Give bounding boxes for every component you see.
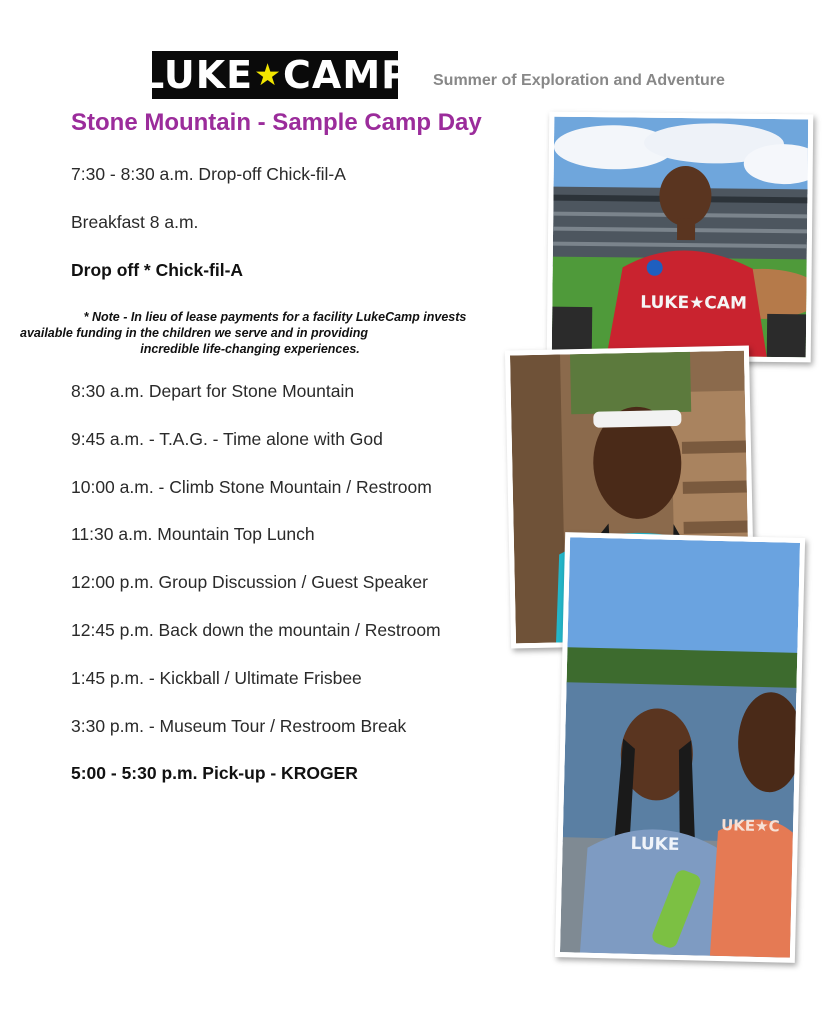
shirt-logo-text: LUKE (630, 833, 680, 856)
logo-text-left: LUKE (140, 53, 254, 97)
logo-star-icon: ★ (254, 57, 283, 93)
photo-stadium (547, 112, 814, 363)
lukecamp-logo (140, 51, 410, 99)
shirt-logo-text: LUKE★CAM (640, 292, 748, 314)
schedule-item-descend: 12:45 p.m. Back down the mountain / Restroom (71, 620, 441, 640)
schedule-item-lunch: 11:30 a.m. Mountain Top Lunch (71, 524, 315, 544)
schedule-item-museum: 3:30 p.m. - Museum Tour / Restroom Break (71, 716, 407, 736)
note-line-1: * Note - In lieu of lease payments for a facility LukeCamp invests (83, 310, 467, 324)
logo-text-right: CAMP (283, 53, 410, 97)
lake-scene-image (560, 537, 800, 957)
shirt-logo-text: UKE★C (720, 816, 780, 836)
schedule-item-tag: 9:45 a.m. - T.A.G. - Time alone with God (71, 429, 383, 449)
note-line-2: available funding in the children we serve and in providing (20, 326, 368, 340)
schedule-item-breakfast: Breakfast 8 a.m. (71, 212, 199, 232)
schedule-item-pickup: 5:00 - 5:30 p.m. Pick-up - KROGER (71, 763, 358, 783)
schedule-item-climb: 10:00 a.m. - Climb Stone Mountain / Restroom (71, 477, 432, 497)
note-line-3: incredible life-changing experiences. (140, 342, 360, 356)
schedule-item-dropoff-location: Drop off * Chick-fil-A (71, 260, 244, 280)
page-title: Stone Mountain - Sample Camp Day (71, 109, 482, 136)
tagline: Summer of Exploration and Adventure (433, 72, 725, 89)
funding-note (20, 309, 480, 357)
schedule-item-discussion: 12:00 p.m. Group Discussion / Guest Speaker (71, 572, 428, 592)
stadium-scene-image (552, 117, 808, 358)
schedule-item-kickball: 1:45 p.m. - Kickball / Ultimate Frisbee (71, 668, 362, 688)
schedule-item-dropoff-time: 7:30 - 8:30 a.m. Drop-off Chick-fil-A (71, 164, 346, 184)
schedule-item-depart: 8:30 a.m. Depart for Stone Mountain (71, 381, 355, 401)
photo-lake-girls (555, 532, 805, 963)
